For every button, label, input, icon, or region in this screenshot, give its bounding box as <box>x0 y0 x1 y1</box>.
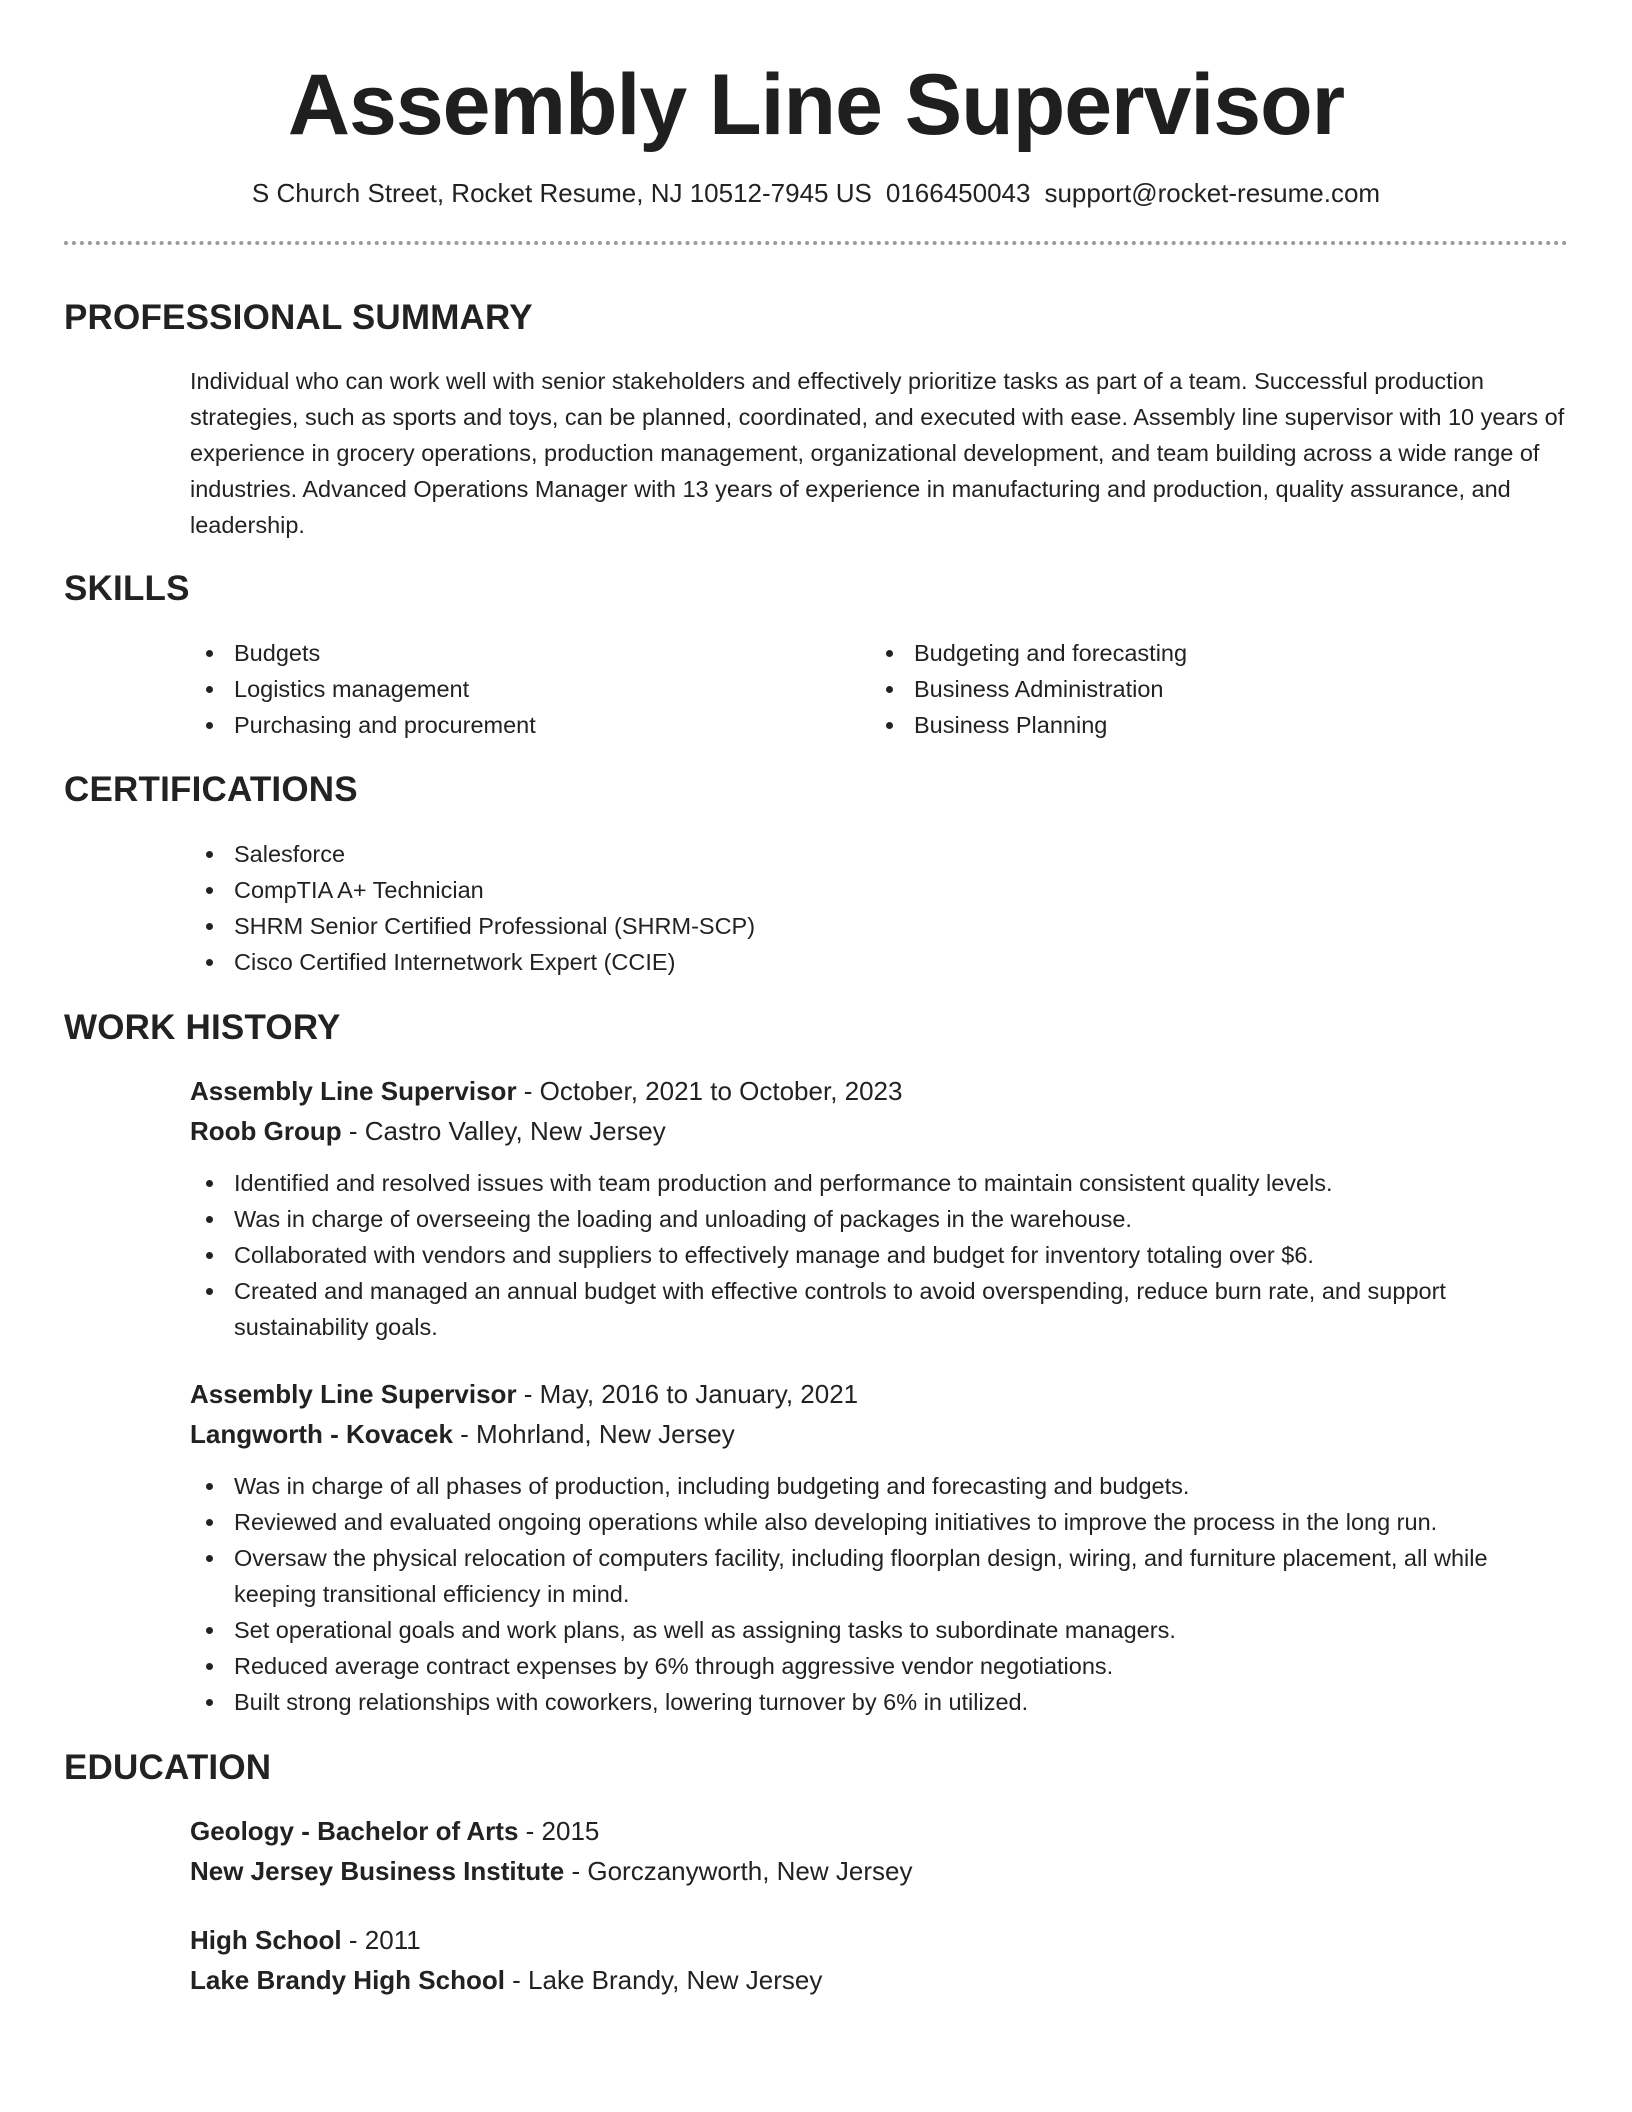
job-location: - Castro Valley, New Jersey <box>341 1116 666 1146</box>
job-bullet: Reduced average contract expenses by 6% through aggressive vendor negotiations. <box>190 1648 1568 1684</box>
certification-item: Salesforce <box>190 836 1568 872</box>
certification-item: SHRM Senior Certified Professional (SHRM-SCP) <box>190 908 1568 944</box>
education-entry <box>190 1920 1568 2000</box>
header-divider <box>64 241 1568 245</box>
contact-phone: 0166450043 <box>885 178 1031 208</box>
skill-item: Business Administration <box>870 671 1550 707</box>
education-section <box>64 1748 1568 2000</box>
skill-item: Logistics management <box>190 671 870 707</box>
certifications-heading: CERTIFICATIONS <box>64 770 358 809</box>
education-entry <box>190 1811 1568 1891</box>
contact-email: support@rocket-resume.com <box>1044 178 1381 208</box>
skills-grid <box>190 635 1568 743</box>
job-entry <box>190 1071 1568 1345</box>
job-bullet: Identified and resolved issues with team production and performance to maintain consistent quality levels. <box>190 1165 1568 1201</box>
education-year: - 2011 <box>341 1925 421 1955</box>
certifications-list <box>190 836 1568 980</box>
education-degree: Geology - Bachelor of Arts <box>190 1816 519 1846</box>
job-bullet: Oversaw the physical relocation of computers facility, including floorplan design, wiring, and furniture placement, all while keeping transitional efficiency in mind. <box>190 1540 1568 1612</box>
job-bullets <box>190 1165 1568 1345</box>
job-bullet: Set operational goals and work plans, as well as assigning tasks to subordinate managers. <box>190 1612 1568 1648</box>
job-bullet: Was in charge of all phases of production, including budgeting and forecasting and budgets. <box>190 1468 1568 1504</box>
education-degree-line <box>190 1920 1568 1960</box>
skill-item: Budgeting and forecasting <box>870 635 1550 671</box>
job-location: - Mohrland, New Jersey <box>452 1419 735 1449</box>
job-role: Assembly Line Supervisor <box>190 1076 517 1106</box>
job-bullet: Reviewed and evaluated ongoing operations while also developing initiatives to improve the process in the long run. <box>190 1504 1568 1540</box>
job-entry <box>190 1374 1568 1720</box>
education-degree: High School <box>190 1925 342 1955</box>
contact-address: S Church Street, Rocket Resume, NJ 10512-7945 US <box>251 178 872 208</box>
education-school-line <box>190 1851 1568 1891</box>
job-bullet: Created and managed an annual budget with effective controls to avoid overspending, reduce burn rate, and support sustainability goals. <box>190 1273 1568 1345</box>
education-location: - Gorczanyworth, New Jersey <box>564 1856 913 1886</box>
resume-title: Assembly Line Supervisor <box>287 57 1345 153</box>
summary-heading: PROFESSIONAL SUMMARY <box>64 298 533 337</box>
skills-list-right <box>870 635 1550 743</box>
job-company: Langworth - Kovacek <box>190 1419 453 1449</box>
job-dates: - October, 2021 to October, 2023 <box>516 1076 903 1106</box>
skills-list-left <box>190 635 870 743</box>
education-degree-line <box>190 1811 1568 1851</box>
job-company-line <box>190 1111 1568 1151</box>
education-school: Lake Brandy High School <box>190 1965 505 1995</box>
job-bullet: Collaborated with vendors and suppliers to effectively manage and budget for inventory totaling over $6. <box>190 1237 1568 1273</box>
job-bullet: Was in charge of overseeing the loading and unloading of packages in the warehouse. <box>190 1201 1568 1237</box>
certifications-section <box>64 770 1568 980</box>
education-heading: EDUCATION <box>64 1748 272 1787</box>
job-company-line <box>190 1414 1568 1454</box>
skills-heading: SKILLS <box>64 569 190 608</box>
summary-section <box>64 298 1568 543</box>
certification-item: CompTIA A+ Technician <box>190 872 1568 908</box>
education-location: - Lake Brandy, New Jersey <box>504 1965 823 1995</box>
job-title-line <box>190 1374 1568 1414</box>
contact-line <box>64 178 1568 209</box>
resume-page <box>64 0 1568 1995</box>
job-bullets <box>190 1468 1568 1720</box>
education-school-line <box>190 1960 1568 2000</box>
education-school: New Jersey Business Institute <box>190 1856 565 1886</box>
education-year: - 2015 <box>518 1816 600 1846</box>
skill-item: Purchasing and procurement <box>190 707 870 743</box>
job-company: Roob Group <box>190 1116 342 1146</box>
skill-item: Business Planning <box>870 707 1550 743</box>
skill-item: Budgets <box>190 635 870 671</box>
job-role: Assembly Line Supervisor <box>190 1379 517 1409</box>
job-bullet: Built strong relationships with coworkers, lowering turnover by 6% in utilized. <box>190 1684 1568 1720</box>
job-title-line <box>190 1071 1568 1111</box>
work-history-heading: WORK HISTORY <box>64 1008 341 1047</box>
summary-text: Individual who can work well with senior stakeholders and effectively prioritize tasks as part of a team. Successful production strategies, such as sports and toys, can be planned, coordinated, and executed with ease. Assembly line supervisor with 10 years of experience in grocery operations, production management, organizational development, and team building across a wide range of industries. Advanced Operations Manager with 13 years of experience in manufacturing and production, quality assurance, and leadership. <box>190 368 1565 538</box>
job-dates: - May, 2016 to January, 2021 <box>516 1379 859 1409</box>
skills-section <box>64 569 1568 743</box>
certification-item: Cisco Certified Internetwork Expert (CCIE) <box>190 944 1568 980</box>
work-history-section <box>64 1008 1568 1720</box>
